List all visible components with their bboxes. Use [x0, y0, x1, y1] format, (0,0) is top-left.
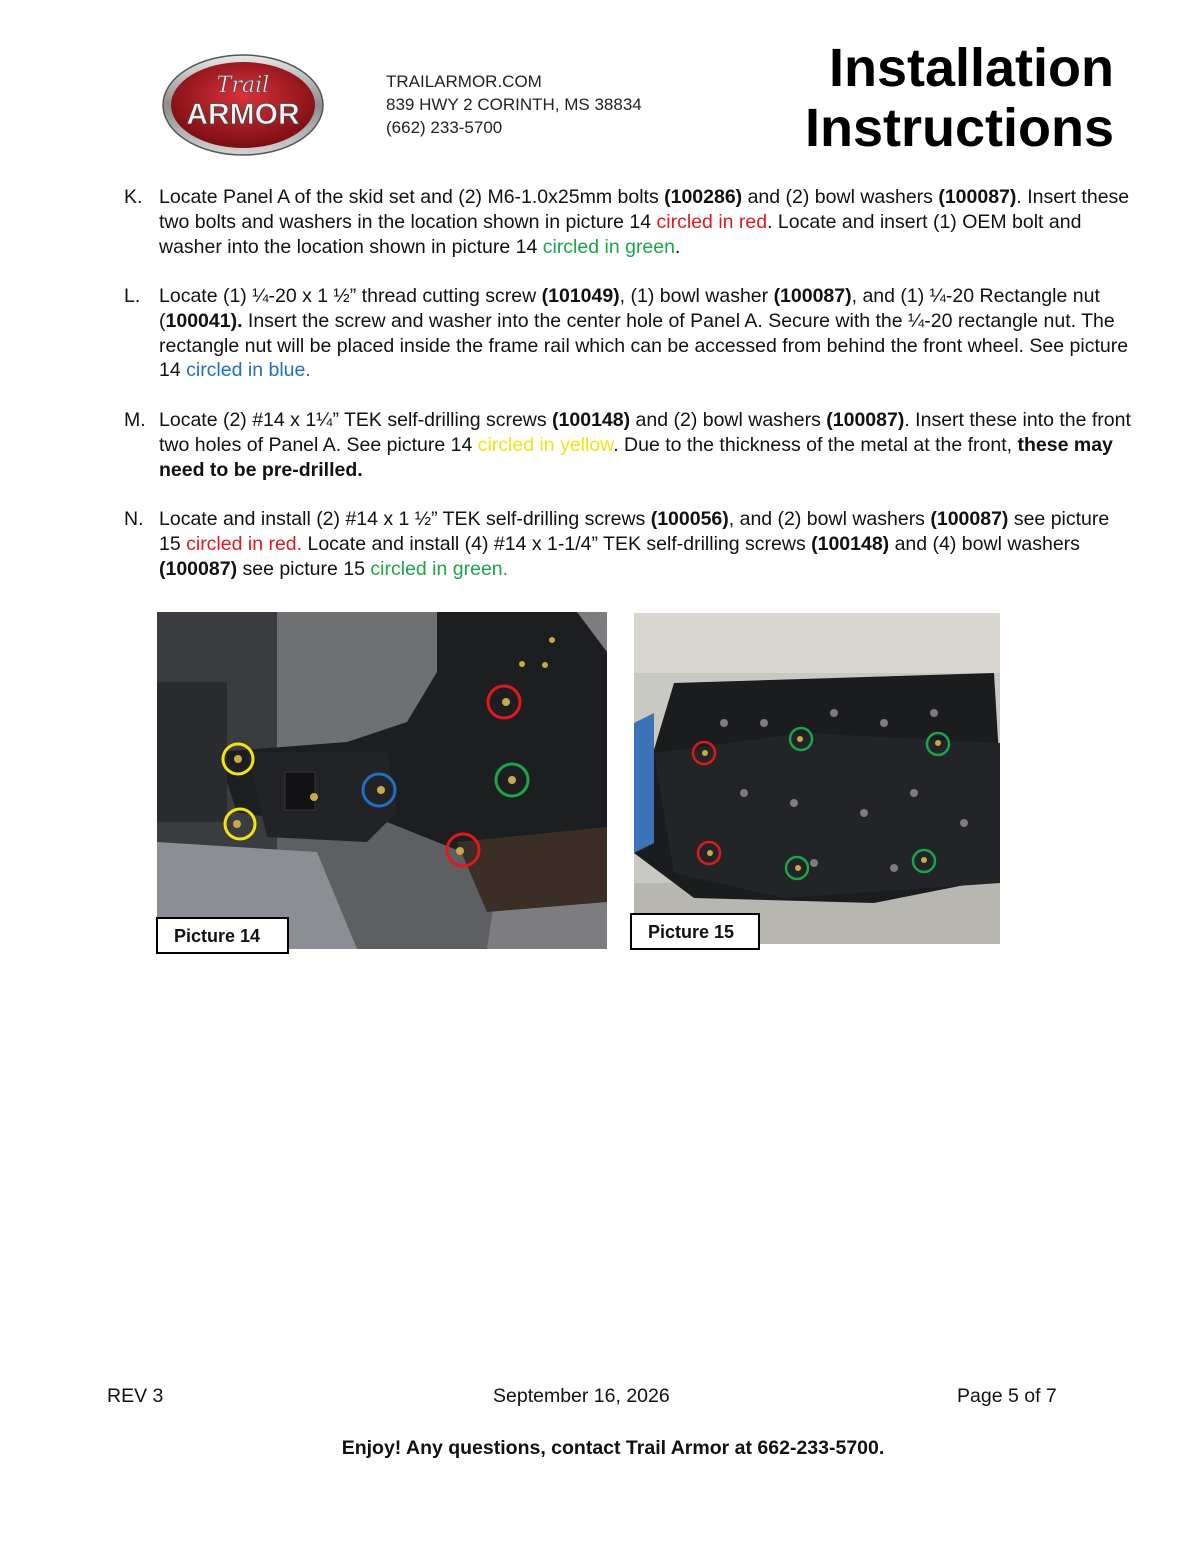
- svg-text:Trail: Trail: [216, 73, 270, 98]
- step-text-segment: , and (2) bowl washers: [728, 508, 931, 530]
- step-text-segment: Locate and install (4) #14 x 1-1/4” TEK self-drilling screws: [302, 532, 812, 555]
- step-text: [159, 284, 1134, 383]
- step-text-segment: Insert the screw and washer into the center hole of Panel A. Secure with the ¼-20 rectangle nut. The rectangle nut will be placed inside the frame rail which can be accessed from behind the front wheel. See picture 14: [159, 309, 1129, 382]
- step-text-segment: and (2) bowl washers: [742, 186, 939, 208]
- footer-date: September 16, 2026: [493, 1385, 670, 1407]
- step-text-segment: circled in blue.: [186, 359, 311, 382]
- step-text-segment: Locate Panel A of the skid set and (2) M6-1.0x25mm bolts: [159, 186, 665, 208]
- picture-15-caption: Picture 15: [630, 913, 760, 950]
- step-text-segment: , and (1) ¼-20 Rectangle nut (: [159, 285, 1100, 332]
- step-text-segment: circled in red.: [186, 532, 303, 555]
- website-text: TRAILARMOR.COM: [386, 72, 542, 91]
- step-text-segment: (100087): [773, 285, 852, 307]
- step-text-segment: (100087): [938, 186, 1017, 208]
- company-contact-block: [386, 70, 642, 139]
- step-text: [159, 185, 1134, 259]
- step-text-segment: 100041).: [165, 309, 243, 332]
- step-text-segment: Locate and install (2) #14 x 1 ½” TEK self-drilling screws: [159, 508, 651, 530]
- step-text: [159, 507, 1134, 581]
- page-title: Installation Instructions: [804, 38, 1114, 158]
- step-text-segment: . Locate and insert (1) OEM bolt and washer into the location shown in picture 14: [159, 210, 1082, 258]
- step-text-segment: these may need to be pre-drilled.: [159, 433, 1113, 481]
- step-text-segment: (101049): [541, 285, 620, 307]
- trail-armor-logo: [160, 52, 326, 158]
- step-text-segment: (100087): [826, 409, 905, 431]
- step-l: [124, 284, 1134, 383]
- step-letter: K.: [124, 186, 143, 208]
- step-text-segment: circled in red: [656, 210, 768, 233]
- step-m: [124, 408, 1134, 482]
- step-text-segment: see picture 15: [159, 508, 1110, 555]
- svg-text:ARMOR: ARMOR: [186, 98, 300, 131]
- picture-14-photo: [157, 612, 607, 949]
- page-number: Page 5 of 7: [957, 1385, 1057, 1407]
- revision-label: REV 3: [107, 1385, 164, 1407]
- step-text: [159, 408, 1134, 482]
- step-text-segment: Locate (1) ¼-20 x 1 ½” thread cutting screw: [159, 285, 542, 307]
- step-text-segment: . Insert these two bolts and washers in the location shown in picture 14: [159, 186, 1130, 233]
- footer-contact-line: Enjoy! Any questions, contact Trail Armor at 662-233-5700.: [341, 1437, 885, 1459]
- step-letter: N.: [124, 508, 144, 530]
- step-text-segment: (100087): [930, 508, 1009, 530]
- step-text-segment: (100148): [811, 532, 890, 555]
- step-text-segment: Locate (2) #14 x 1¼” TEK self-drilling screws: [159, 409, 553, 431]
- step-text-segment: (100286): [664, 186, 743, 208]
- step-k: [124, 185, 1134, 259]
- step-text-segment: circled in green.: [370, 557, 509, 580]
- step-n: [124, 507, 1134, 581]
- picture-15-photo: [634, 613, 1000, 944]
- step-text-segment: and (4) bowl washers: [889, 532, 1080, 555]
- step-text-segment: circled in green: [542, 235, 675, 258]
- step-text-segment: (100148): [552, 409, 631, 431]
- step-letter: L.: [124, 285, 141, 307]
- step-text-segment: . Due to the thickness of the metal at the front,: [613, 433, 1018, 456]
- phone-text: (662) 233-5700: [386, 118, 503, 137]
- step-text-segment: . Insert these into the front two holes of Panel A. See picture 14: [159, 409, 1131, 456]
- step-letter: M.: [124, 409, 146, 431]
- step-text-segment: and (2) bowl washers: [630, 409, 827, 431]
- step-text-segment: .: [674, 235, 681, 258]
- step-text-segment: (100087): [159, 557, 238, 580]
- address-text: 839 HWY 2 CORINTH, MS 38834: [386, 95, 642, 114]
- step-text-segment: , (1) bowl washer: [619, 285, 774, 307]
- picture-14-caption: Picture 14: [156, 917, 289, 954]
- step-text-segment: (100056): [650, 508, 729, 530]
- step-text-segment: circled in yellow: [477, 433, 614, 456]
- step-text-segment: see picture 15: [237, 557, 371, 580]
